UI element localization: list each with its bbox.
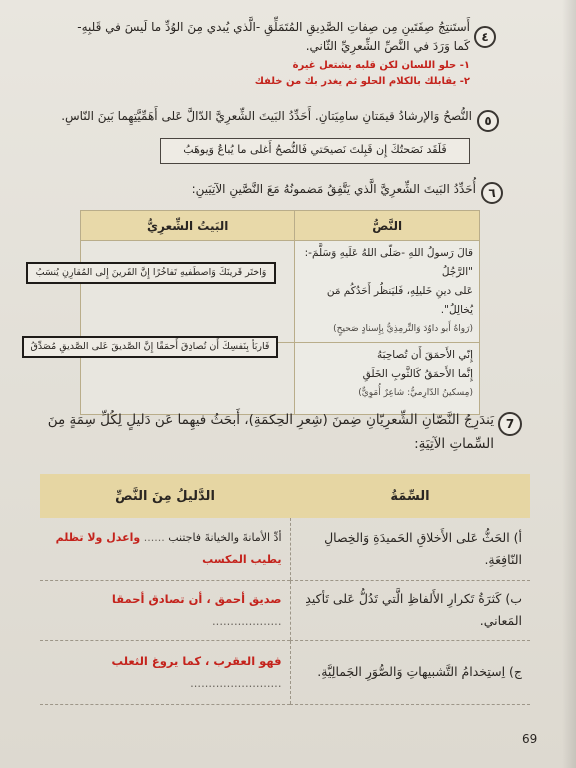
verse-answer-box-2: فَاربَأ بِنَفسِكَ أَن تُصادِقَ أَحمَقًا إِنَّ الصَّديقَ عَلى الصَّديقِ مُصَدِّقُ bbox=[22, 336, 278, 358]
table-row bbox=[40, 640, 530, 704]
hadith-citation: (رَواهُ أَبو داوُدَ وَالتِّرمِذِيُّ بِإِسنادٍ صَحيحٍ) bbox=[333, 324, 473, 334]
hadith-line1: قالَ رَسولُ اللهِ -صَلّى اللهُ عَلَيهِ وَسَلَّمَ-: "الرَّجُلُ bbox=[304, 247, 473, 278]
evidence-c-dots: ......................... bbox=[190, 676, 282, 690]
poem-cell bbox=[295, 343, 480, 415]
question-4-text bbox=[40, 18, 470, 56]
feature-cell-b: ب) كَثرَةُ تَكرارِ الأَلفاظِ الَّتي تَدُلُّ عَلى تَأكيدِ المَعاني. bbox=[290, 580, 530, 640]
question-5-number: ٥ bbox=[477, 110, 499, 132]
page-shadow bbox=[562, 0, 576, 768]
poem-line2: إِنَّما الأَحمَقُ كَالثَّوبِ الخَلَقِ bbox=[362, 368, 473, 380]
table-row bbox=[40, 580, 530, 640]
evidence-a-handwritten: واعدل ولا تظلم يطيب المكسب bbox=[55, 530, 282, 566]
evidence-a-dots: ...... bbox=[143, 530, 165, 544]
table-row bbox=[81, 241, 480, 343]
question-7-line2: السِّماتِ الآتِيَةِ: bbox=[414, 436, 494, 452]
question-5-answer-verse-box: فَلَقَد نَصَحتُكَ إِن قَبِلتَ نَصيحَتي فَالنُّصحُ أَغلى ما يُباعُ وَيوهَبُ bbox=[160, 138, 470, 164]
question-6-number: ٦ bbox=[481, 182, 503, 204]
question-6-text: أُحَدِّدُ البَيتَ الشِّعرِيَّ الَّذي يَتَّفِقُ مَضمونُهُ مَعَ النَّصَّينِ الآتِيَينِ: bbox=[191, 182, 476, 196]
question-4-answer-1: ١- حلو اللسان لكن قلبه يشتعل غيرة bbox=[292, 60, 470, 71]
column-header-evidence: الدَّليلُ مِنَ النَّصِّ bbox=[40, 474, 290, 518]
evidence-a-printed: أدِّ الأمانةَ والخيانةَ فاجتنب bbox=[168, 530, 282, 544]
page-number: 69 bbox=[522, 732, 538, 746]
poem-line1: إِنّي الأَحمَقَ أَن تُصاحِبَهُ bbox=[377, 349, 473, 361]
feature-cell-a: أ) الحَثُّ عَلى الأَخلاقِ الحَميدَةِ وَالخِصالِ النّافِعَةِ. bbox=[290, 518, 530, 580]
question-7-number: 7 bbox=[498, 412, 522, 436]
question-7-text bbox=[44, 408, 494, 456]
evidence-c-handwritten: فهو العقرب ، كما يروغ الثعلب bbox=[111, 654, 282, 668]
evidence-cell-a bbox=[40, 518, 290, 580]
poem-citation: (مِسكينُ الدّارِميُّ: شاعِرٌ أُمَوِيٌّ) bbox=[358, 388, 473, 398]
question-4-line2: كَما وَرَدَ في النَّصِّ الشِّعرِيِّ الثّاني. bbox=[305, 39, 470, 53]
question-6-table bbox=[80, 210, 480, 415]
evidence-b-handwritten: صديق أحمق ، أن تصادق أحمقا bbox=[111, 592, 282, 606]
table-row bbox=[40, 518, 530, 580]
question-4-number: ٤ bbox=[474, 26, 496, 48]
column-header-text: النَّصُّ bbox=[295, 211, 480, 241]
column-header-feature: السِّمَةُ bbox=[290, 474, 530, 518]
hadith-line2: عَلى دينِ خَليلِهِ، فَليَنظُر أَحَدُكُم مَن يُخالِلُ". bbox=[326, 285, 473, 316]
question-7-table bbox=[40, 474, 530, 705]
hadith-cell bbox=[295, 241, 480, 343]
question-7-line1: يَندَرِجُ النَّصّانِ الشِّعرِيّانِ ضِمنَ (شِعرِ الحِكمَةِ)، أَبحَثُ فيهِما عَن دَليلٍ لِكُلِّ سِمَةٍ مِنَ bbox=[47, 412, 494, 428]
question-4-line1: أَستَنتِجُ صِفَتَينِ مِن صِفاتِ الصَّدِيقِ المُتَمَلِّقِ -الَّذي يُبدي مِنَ الوُدِّ ما لَيسَ في قَلبِهِ- bbox=[77, 20, 470, 34]
question-4-answer-2: ٢- يقابلك بالكلام الحلو ثم يغدر بك من خلفك bbox=[254, 76, 470, 87]
column-header-verse: البَيتُ الشِّعرِيُّ bbox=[81, 211, 295, 241]
evidence-b-dots: ................... bbox=[212, 614, 282, 628]
evidence-cell-b bbox=[40, 580, 290, 640]
verse-cell bbox=[81, 241, 295, 343]
feature-cell-c: ج) اِستِخدامُ التَّشبيهاتِ وَالصُّوَرِ الجَمالِيَّةِ. bbox=[290, 640, 530, 704]
question-5-text: النُّصحُ وَالإرشادُ قيمَتانِ سامِيَتانِ. أَحَدِّدُ البَيتَ الشِّعرِيَّ الدّالَّ عَلى أَهَمِّيَّتِهِما بَينَ النّاسِ. bbox=[61, 109, 472, 123]
evidence-cell-c bbox=[40, 640, 290, 704]
verse-answer-box-1: وَاختَر قَرينَكَ وَاصطَفيهِ تَفاخُرًا إِنَّ القَرينَ إِلى المُقارِنِ يُنسَبُ bbox=[26, 262, 276, 284]
